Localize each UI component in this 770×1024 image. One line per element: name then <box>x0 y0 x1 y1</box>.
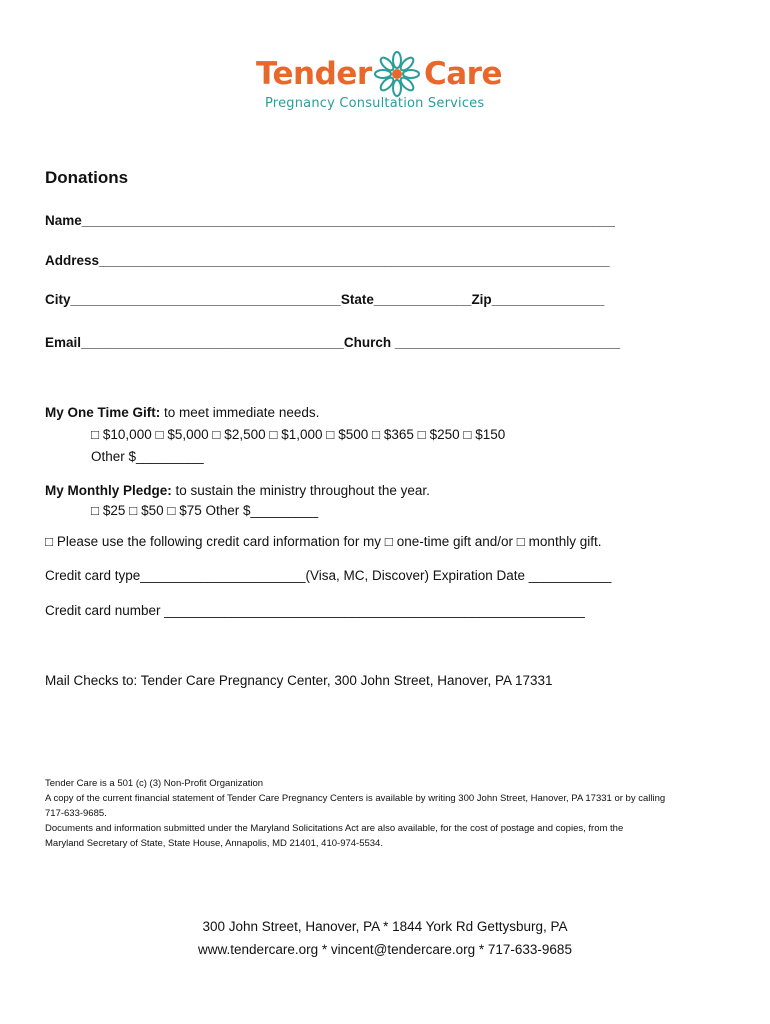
mail-checks-text: Mail Checks to: Tender Care Pregnancy Center, 300 John Street, Hanover, PA 17331 <box>45 673 553 688</box>
city-label: City <box>45 292 71 307</box>
state-field[interactable]: _____________ <box>373 292 472 307</box>
credit-card-consent[interactable]: □ Please use the following credit card information for my □ one-time gift and/or □ monthly gift. <box>45 534 602 549</box>
email-label: Email <box>45 335 82 350</box>
legal-line: A copy of the current financial statement of Tender Care Pregnancy Centers is available by writing 300 John Street, Hanover, PA 17331 or by calling <box>45 793 666 804</box>
legal-notice <box>45 776 665 851</box>
logo-tagline: Pregnancy Consultation Services <box>265 96 485 111</box>
email-church-row <box>45 335 620 350</box>
monthly-pledge-options[interactable]: □ $25 □ $50 □ $75 Other $_________ <box>91 503 319 518</box>
address-label: Address <box>45 253 100 268</box>
credit-card-type-line[interactable]: Credit card type______________________(Visa, MC, Discover) Expiration Date ___________ <box>45 568 612 583</box>
zip-label: Zip <box>471 292 492 307</box>
legal-line: Tender Care is a 501 (c) (3) Non-Profit Organization <box>45 778 264 789</box>
logo-word-care: Care <box>424 56 502 92</box>
address-row <box>45 253 610 268</box>
name-row <box>45 213 615 228</box>
one-time-gift-desc: to meet immediate needs. <box>160 405 320 420</box>
legal-line: 717-633-9685. <box>45 808 107 819</box>
monthly-pledge-heading <box>45 483 430 498</box>
monthly-pledge-label: My Monthly Pledge: <box>45 483 172 498</box>
email-field[interactable]: ___________________________________ <box>81 335 344 350</box>
footer-address: 300 John Street, Hanover, PA * 1844 York Rd Gettysburg, PA <box>202 919 568 934</box>
page-title: Donations <box>45 168 129 187</box>
zip-field[interactable]: _______________ <box>491 292 605 307</box>
one-time-gift-heading <box>45 405 319 420</box>
city-field[interactable]: ____________________________________ <box>70 292 341 307</box>
one-time-gift-other[interactable]: Other $_________ <box>91 449 204 464</box>
name-label: Name <box>45 213 82 228</box>
legal-line: Documents and information submitted under the Maryland Solicitations Act are also available, for the cost of postage and copies, from the <box>45 823 624 834</box>
logo-word-tender: Tender <box>256 56 372 92</box>
monthly-pledge-desc: to sustain the ministry throughout the year. <box>171 483 430 498</box>
one-time-gift-options[interactable]: □ $10,000 □ $5,000 □ $2,500 □ $1,000 □ $500 □ $365 □ $250 □ $150 <box>91 427 506 442</box>
footer-contact: www.tendercare.org * vincent@tendercare.org * 717-633-9685 <box>198 942 572 957</box>
city-state-zip-row <box>45 292 604 307</box>
church-label: Church <box>343 335 392 350</box>
flower-icon <box>373 50 421 98</box>
legal-line: Maryland Secretary of State, State House, Annapolis, MD 21401, 410-974-5534. <box>45 838 383 849</box>
state-label: State <box>340 292 374 307</box>
name-field[interactable]: _______________________________________________________________________ <box>81 213 615 228</box>
church-field[interactable]: ______________________________ <box>391 335 621 350</box>
credit-card-number-line[interactable]: Credit card number ________________________________________________________ <box>45 603 585 618</box>
one-time-gift-label: My One Time Gift: <box>45 405 161 420</box>
address-field[interactable]: ____________________________________________________________________ <box>99 253 610 268</box>
